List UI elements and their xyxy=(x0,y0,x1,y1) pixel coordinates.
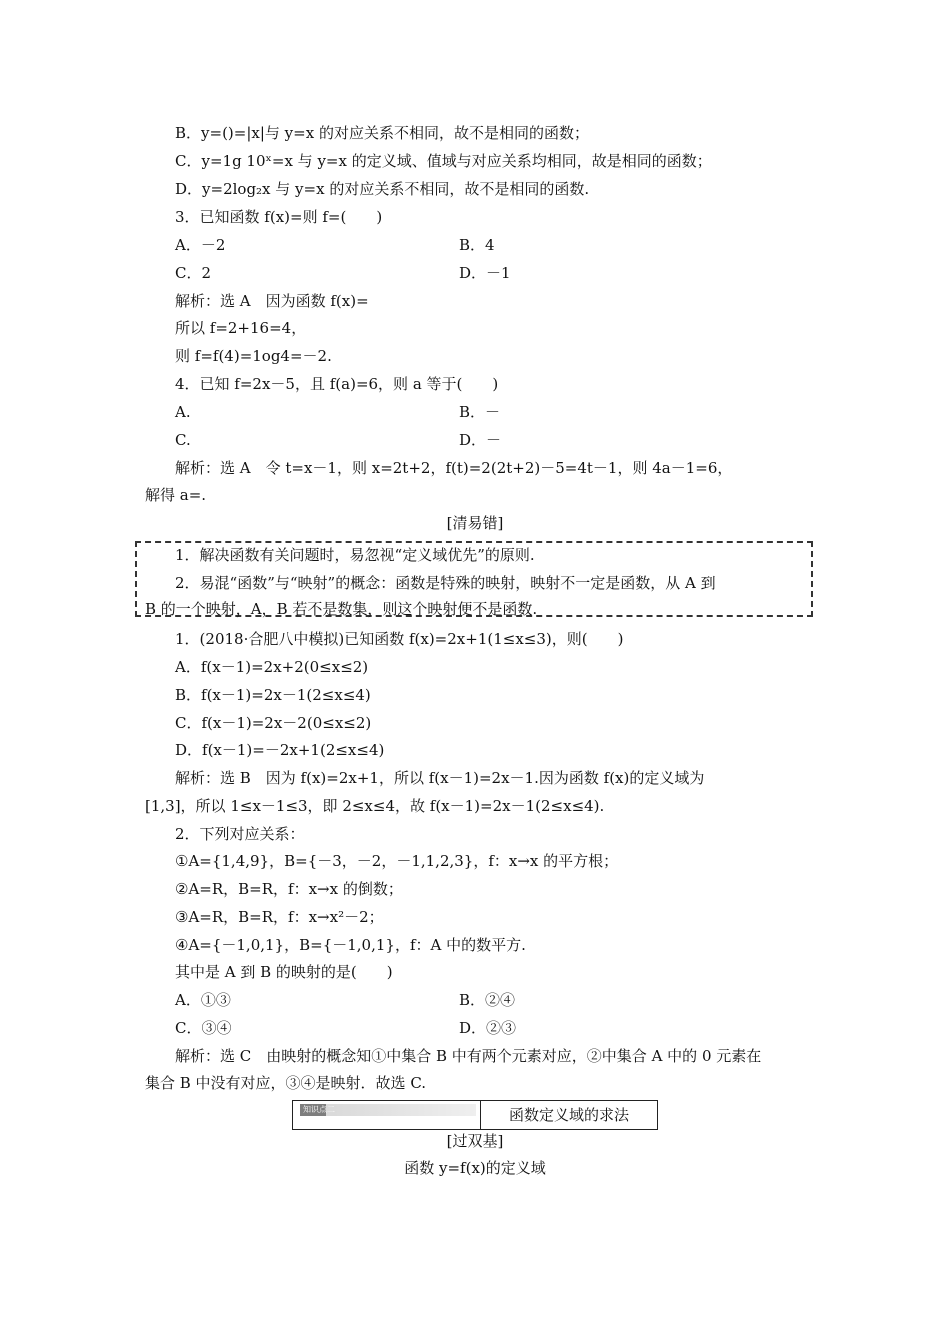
practice-2-question: 其中是 A 到 B 的映射的是( ) xyxy=(175,963,393,981)
common-mistake-2-line-1: 2．易混“函数”与“映射”的概念：函数是特殊的映射，映射不一定是函数，从 A 到 xyxy=(175,574,716,592)
practice-1-solution-line-1: 解析：选 B 因为 f(x)=2x+1，所以 f(x－1)=2x－1.因为函数 f(x)的定义域为 xyxy=(175,769,705,787)
question-3-option-a: A．－2 xyxy=(175,236,226,254)
common-mistake-2-line-2: B 的一个映射，A，B 若不是数集，则这个映射便不是函数. xyxy=(145,600,538,618)
option-d-explanation: D．y=2log₂x 与 y=x 的对应关系不相同，故不是相同的函数. xyxy=(175,180,590,198)
question-4-solution-line-2: 解得 a=. xyxy=(145,486,207,504)
practice-2-stem: 2．下列对应关系： xyxy=(175,825,305,843)
practice-2-option-a: A．①③ xyxy=(175,991,231,1009)
clear-errors-heading: [清易错] xyxy=(446,514,504,532)
practice-2-relation-4: ④A={－1,0,1}，B={－1,0,1}，f：A 中的数平方. xyxy=(175,936,526,954)
knowledge-point-title: 函数定义域的求法 xyxy=(508,1106,629,1124)
common-mistake-1: 1．解决函数有关问题时，易忽视“定义域优先”的原则. xyxy=(175,546,535,564)
practice-1-option-d: D．f(x－1)=－2x+1(2≤x≤4) xyxy=(175,741,385,759)
practice-2-option-c: C．③④ xyxy=(175,1019,232,1037)
practice-1-solution-line-2: [1,3]，所以 1≤x－1≤3，即 2≤x≤4，故 f(x－1)=2x－1(2≤x≤4). xyxy=(145,797,605,815)
practice-2-relation-2: ②A=R，B=R，f：x→x 的倒数； xyxy=(175,880,403,898)
practice-1-stem: 1．(2018·合肥八中模拟)已知函数 f(x)=2x+1(1≤x≤3)，则( ) xyxy=(175,630,624,648)
question-4-option-a: A. xyxy=(175,403,191,421)
practice-1-option-a: A．f(x－1)=2x+2(0≤x≤2) xyxy=(175,658,369,676)
practice-2-option-b: B．②④ xyxy=(459,991,516,1009)
practice-2-option-d: D．②③ xyxy=(459,1019,517,1037)
practice-2-relation-1: ①A={1,4,9}，B={－3，－2，－1,1,2,3}，f：x→x 的平方根； xyxy=(175,852,619,870)
question-4-option-c: C. xyxy=(175,431,191,449)
practice-1-option-b: B．f(x－1)=2x－1(2≤x≤4) xyxy=(175,686,371,704)
question-3-solution-line-1: 解析：选 A 因为函数 f(x)= xyxy=(175,292,369,310)
practice-2-solution-line-2: 集合 B 中没有对应，③④是映射．故选 C. xyxy=(145,1074,427,1092)
question-4-option-b: B．－ xyxy=(459,403,501,421)
practice-2-solution-line-1: 解析：选 C 由映射的概念知①中集合 B 中有两个元素对应，②中集合 A 中的 0 元素在 xyxy=(175,1047,762,1065)
question-3-solution-line-3: 则 f=f(4)=1og4=－2. xyxy=(175,347,332,365)
question-3-option-c: C．2 xyxy=(175,264,212,282)
practice-2-relation-3: ③A=R，B=R，f：x→x²－2； xyxy=(175,908,384,926)
question-3-stem: 3．已知函数 f(x)=则 f=( ) xyxy=(175,208,383,226)
practice-1-option-c: C．f(x－1)=2x－2(0≤x≤2) xyxy=(175,714,372,732)
knowledge-point-table xyxy=(292,1100,658,1130)
option-c-explanation: C．y=1g 10ˣ=x 与 y=x 的定义域、值域与对应关系均相同，故是相同的函数； xyxy=(175,152,712,170)
knowledge-point-label-cell xyxy=(293,1101,481,1129)
question-4-stem: 4．已知 f=2x－5，且 f(a)=6，则 a 等于( ) xyxy=(175,375,499,393)
question-3-option-d: D．－1 xyxy=(459,264,511,282)
question-4-solution-line-1: 解析：选 A 令 t=x－1，则 x=2t+2，f(t)=2(2t+2)－5=4t－1，则 4a－1=6， xyxy=(175,459,733,477)
question-3-option-b: B．4 xyxy=(459,236,495,254)
question-3-solution-line-2: 所以 f=2+16=4， xyxy=(175,319,307,337)
knowledge-point-badge-text: 知识点二 xyxy=(303,1105,335,1114)
knowledge-point-badge xyxy=(300,1104,476,1116)
question-4-option-d: D．－ xyxy=(459,431,502,449)
basics-heading: [过双基] xyxy=(446,1132,504,1150)
basics-subheading: 函数 y=f(x)的定义域 xyxy=(404,1159,546,1177)
option-b-explanation: B．y=()=|x|与 y=x 的对应关系不相同，故不是相同的函数； xyxy=(175,124,589,142)
